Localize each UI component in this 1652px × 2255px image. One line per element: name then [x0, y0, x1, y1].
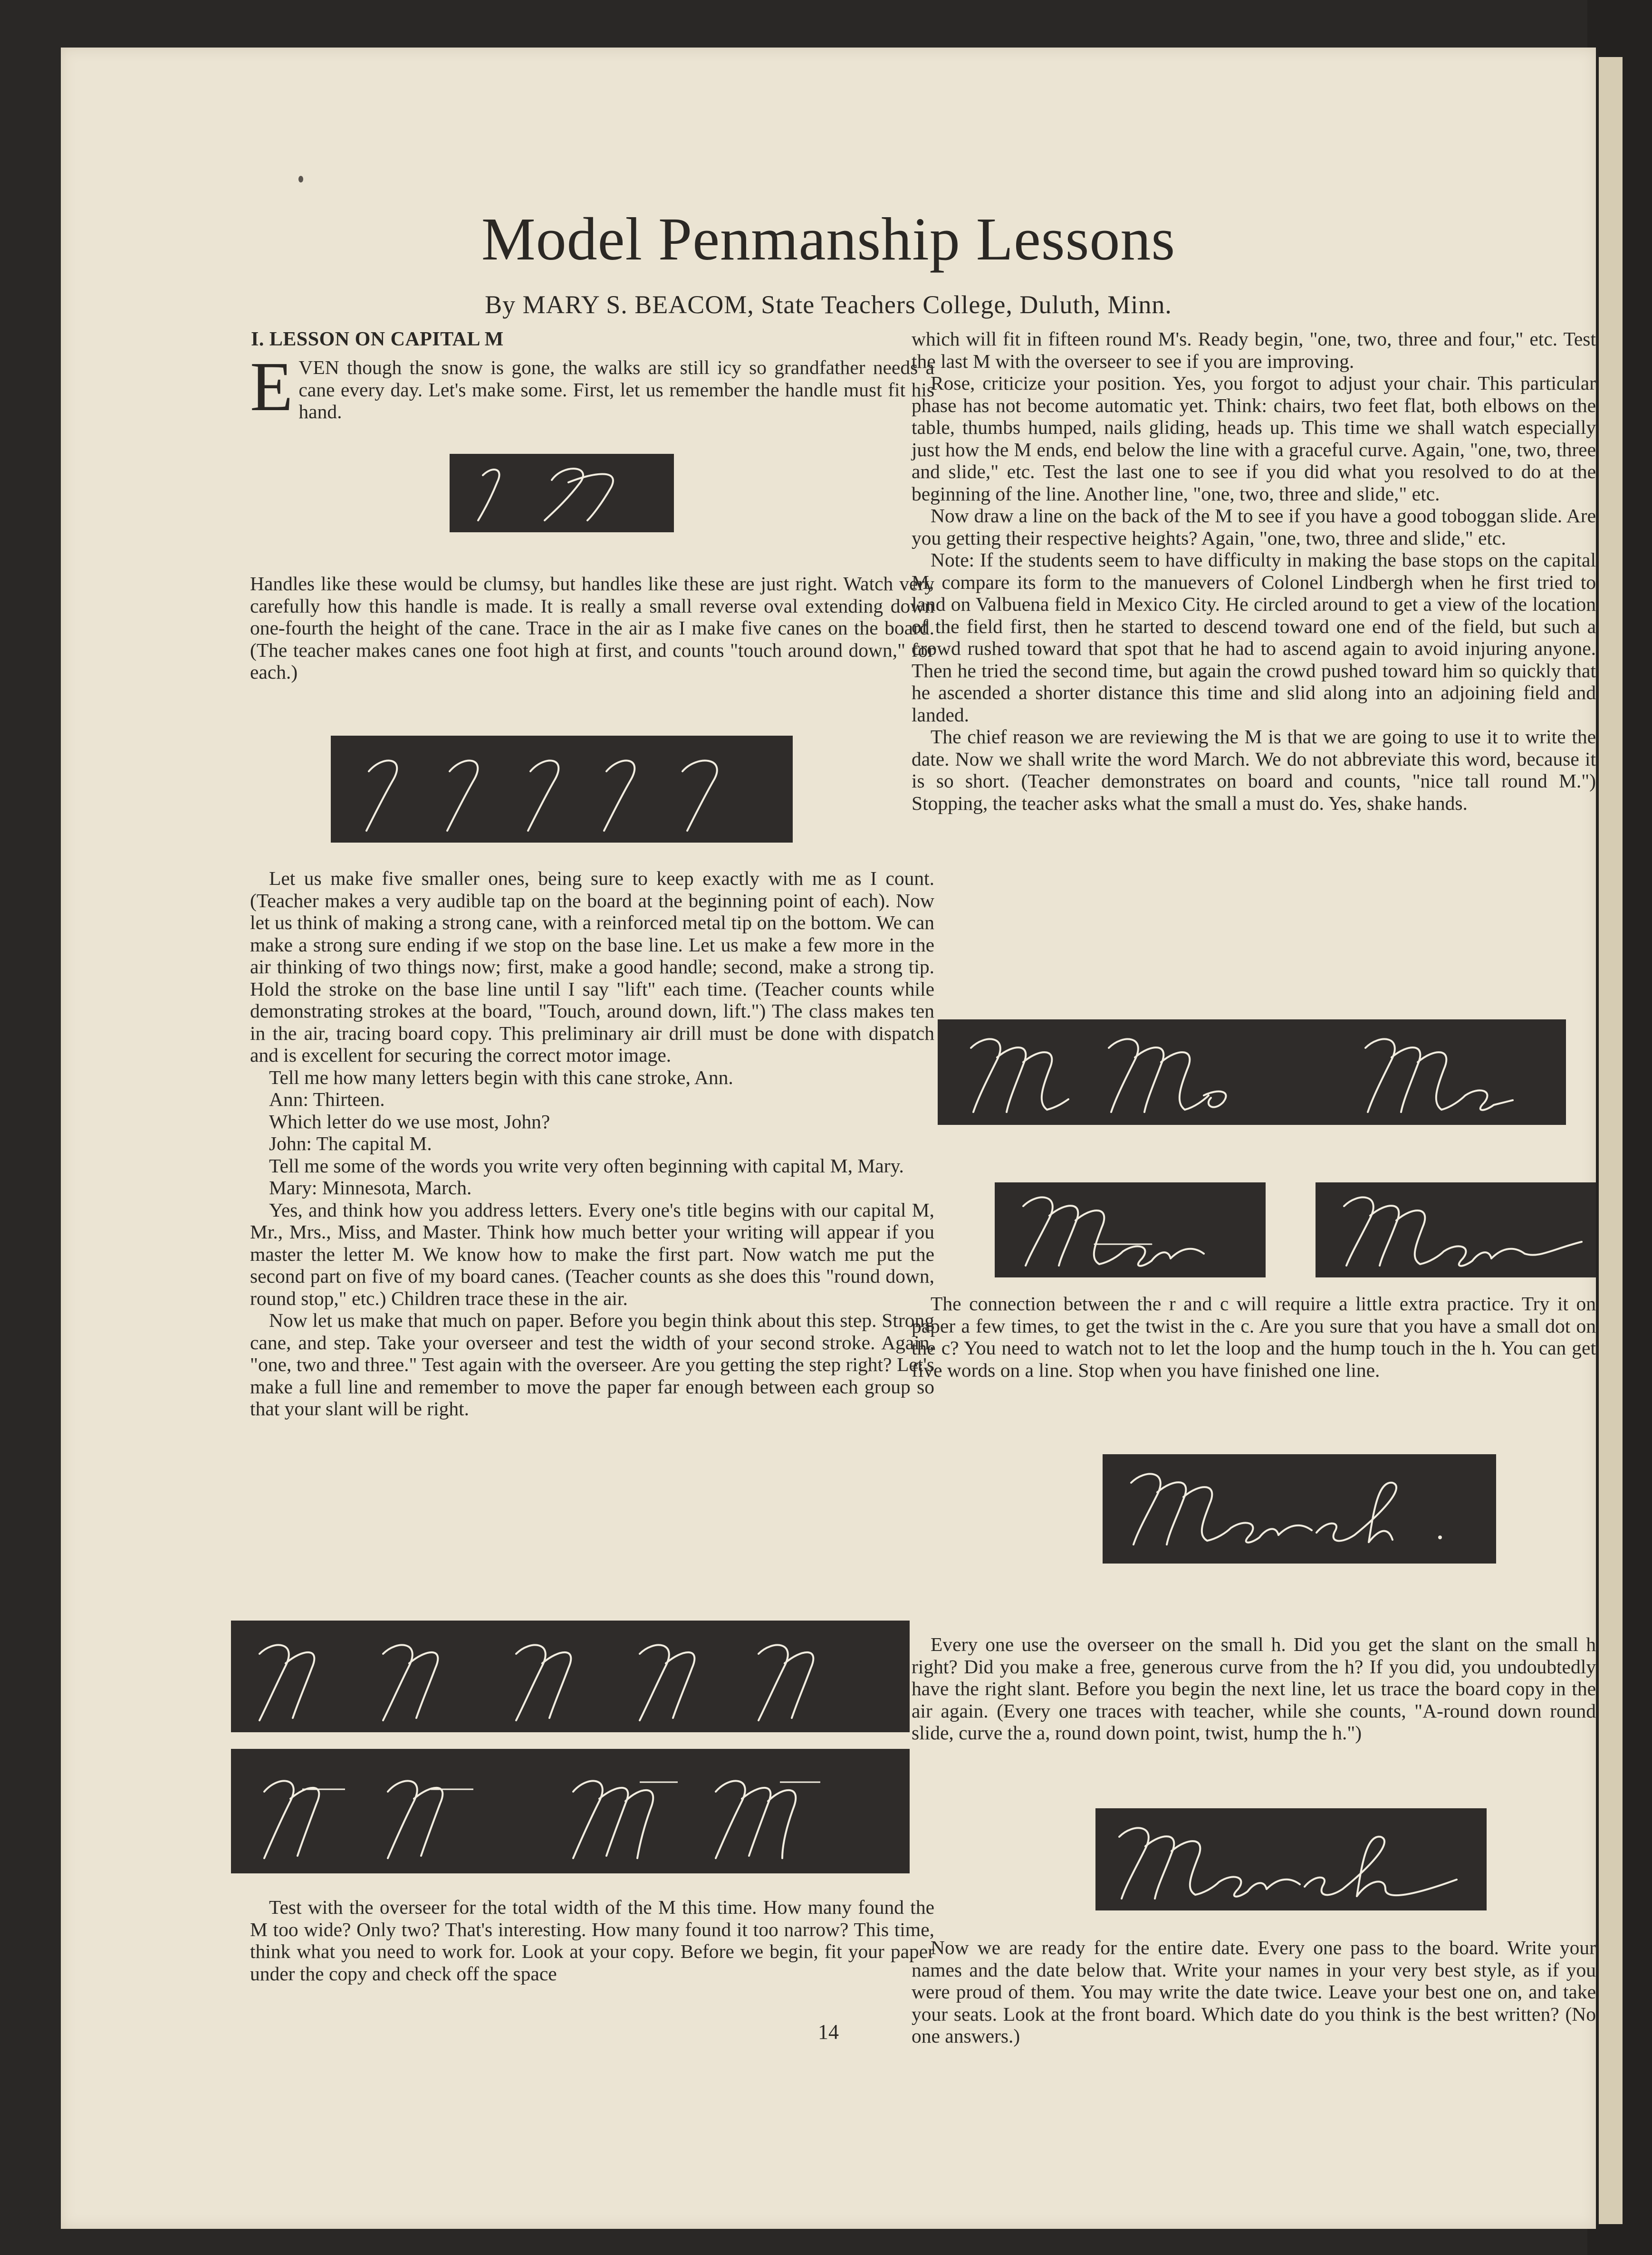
byline: By MARY S. BEACOM, State Teachers College, Duluth, Minn. — [485, 290, 1172, 319]
book-spine — [1587, 0, 1652, 2255]
dialogue-line: Which letter do we use most, John? — [269, 1110, 550, 1132]
paragraph-rose: Rose, criticize your position. Yes, you forgot to adjust your chair. This particular phase has not become automatic yet. Think: chairs, two feet flat, both elbows on the table, thumbs humped, nails gliding, heads up. This time we shall watch especially just how the M ends, end below the line with a graceful curve. Again, "one, two, three and slide," etc. Test the last one to see if you did what you resolved to do at the beginning of the line. Another line, "one, two, three and slide," etc. — [912, 372, 1596, 505]
paragraph-now: Now let us make that much on paper. Before you begin think about this step. Strong cane, and step. Take your overseer and test the width of your second stroke. Again, "one, two and three." Test again with the overseer. Are you getting the step right? Let's make a full line and remember to move the paper far enough between each group so that your slant will be right. — [250, 1309, 934, 1420]
guideline-strokes — [231, 1749, 910, 1873]
handwriting-m-mo-ma — [938, 1019, 1566, 1125]
marc-strokes — [1103, 1454, 1496, 1564]
right-column-everyone — [912, 1633, 1596, 1744]
paragraph-ready: Now we are ready for the entire date. Every one pass to the board. Write your names and the date below that. Write your names in your very best style, as if you were proud of them. You may write the date twice. Leave your best one on, and take your seats. Look at the front board. Which date do you think is the best written? (No one answers.) — [912, 1937, 1596, 2047]
handwriting-five-canes — [331, 736, 793, 843]
paragraph-handles: Handles like these would be clumsy, but handles like these are just right. Watch very carefully how this handle is made. It is really a small reverse oval extending down one-fourth the height of the cane. Trace in the air as I make five canes on the board. (The teacher makes canes one foot high at first, and counts "touch around down," for each.) — [250, 573, 934, 683]
dialogue-line: Ann: Thirteen. — [269, 1088, 385, 1110]
steps-strokes — [231, 1621, 910, 1732]
intro-paragraph: VEN though the snow is gone, the walks are still icy so grandfather needs a cane every day. Let's make some. First, let us remember the handle must fit his hand. — [298, 356, 934, 422]
handwriting-handles — [450, 454, 674, 532]
handwriting-mar-2 — [1316, 1182, 1596, 1277]
page-title: Model Penmanship Lessons — [481, 205, 1176, 273]
paragraph-draw: Now draw a line on the back of the M to see if you have a good toboggan slide. Are you getting their respective heights? Again, "one, two, three and slide," etc. — [912, 505, 1596, 549]
handwriting-mar-1 — [995, 1182, 1266, 1277]
handwriting-steps — [231, 1621, 910, 1732]
handles-strokes — [450, 454, 674, 532]
paragraph-everyone: Every one use the overseer on the small h. Did you get the slant on the small h right? Did you make a free, generous curve from the h? If you did, you undoubtedly have the right slant. Before you begin the next line, let us trace the board copy in the air again. (Every one traces with teacher, while she counts, "A-round down round slide, curve the a, round down point, twist, hump the h.") — [912, 1633, 1596, 1744]
paragraph-chief: The chief reason we are reviewing the M is that we are going to use it to write the date. Now we shall write the word March. We do not abbreviate this word, because it is so short. (Teacher demonstrates on board and counts, "nice tall round M.") Stopping, the teacher asks what the small a must do. Yes, shake hands. — [912, 726, 1596, 814]
left-column-body — [250, 867, 934, 1420]
magazine-page — [61, 48, 1596, 2229]
paragraph-smaller: Let us make five smaller ones, being sure to keep exactly with me as I count. (Teacher makes a very audible tap on the board at the beginning point of each). Now let us think of making a strong cane, with a reinforced metal tip on the bottom. We can make a strong sure ending if we stop on the base line. Let us make a few more in the air thinking of two things now; first, make a good handle; second, make a strong tip. Hold the stroke on the base line until I say "lift" each time. (Teacher counts while demonstrating strokes at the board, "Touch, around down, lift.") The class makes ten in the air, tracing board copy. This preliminary air drill must be done with dispatch and is excellent for securing the correct motor image. — [250, 867, 934, 1066]
right-column-top — [912, 328, 1596, 814]
paragraph-connection: The connection between the r and c will require a little extra practice. Try it on paper a few times, to get the twist in the c. Are you sure that you have a small dot on the c? You need to watch not to let the loop and the hump touch in the h. You can get five words on a line. Stop when you have finished one line. — [912, 1293, 1596, 1381]
drop-cap: E — [250, 348, 293, 426]
dialogue-line: Tell me some of the words you write very often beginning with capital M, Mary. — [269, 1154, 904, 1177]
march-strokes — [1095, 1808, 1487, 1910]
paragraph-yes: Yes, and think how you address letters. Every one's title begins with our capital M, Mr., Mrs., Miss, and Master. Think how much better your writing will appear if you master the letter M. We know how to make the first part. Now watch me put the second part on five of my board canes. (Teacher counts as she does this "round down, round stop," etc.) Children trace these in the air. — [250, 1199, 934, 1309]
right-column-connection — [912, 1293, 1596, 1381]
left-column-handles — [250, 573, 934, 683]
dialogue-line: Tell me how many letters begin with this cane stroke, Ann. — [269, 1066, 733, 1088]
left-column-test — [250, 1896, 934, 1985]
paragraph-note: Note: If the students seem to have difficulty in making the base stops on the capital M, compare its form to the manuevers of Colonel Lindbergh when he first tried to land on Valbuena field in Mexico City. He circled around to get a view of the location of the field first, then he started to descend toward one end of the field, but such a crowd rushed toward that spot that he had to ascend again to avoid injuring anyone. Then he tried the second time, but again the crowd pushed toward him so quickly that he ascended a shorter distance this time and slid along into an adjoining field and landed. — [912, 549, 1596, 726]
mar-2-strokes — [1316, 1182, 1596, 1277]
handwriting-march — [1095, 1808, 1487, 1910]
mar-1-strokes — [995, 1182, 1266, 1277]
ink-speck — [298, 176, 303, 182]
section-heading: I. LESSON ON CAPITAL M — [251, 328, 504, 350]
dialogue-line: Mary: Minnesota, March. — [269, 1177, 472, 1199]
handwriting-marc — [1103, 1454, 1496, 1564]
paragraph-test: Test with the overseer for the total width of the M this time. How many found the M too wide? Only two? That's interesting. How many found it too narrow? This time, think what you need to work for. Look at your copy. Before we begin, fit your paper under the copy and check off the space — [250, 1896, 934, 1985]
left-column-intro — [250, 348, 934, 426]
page-edge — [1599, 57, 1623, 2224]
canes-strokes — [331, 736, 793, 843]
m-mo-ma-strokes — [938, 1019, 1566, 1125]
dialogue-line: John: The capital M. — [269, 1132, 432, 1154]
page-number: 14 — [818, 2020, 839, 2044]
paragraph-continued: which will fit in fifteen round M's. Ready begin, "one, two, three and four," etc. Test the last M with the overseer to see if you are improving. — [912, 328, 1596, 372]
handwriting-guidelines — [231, 1749, 910, 1873]
